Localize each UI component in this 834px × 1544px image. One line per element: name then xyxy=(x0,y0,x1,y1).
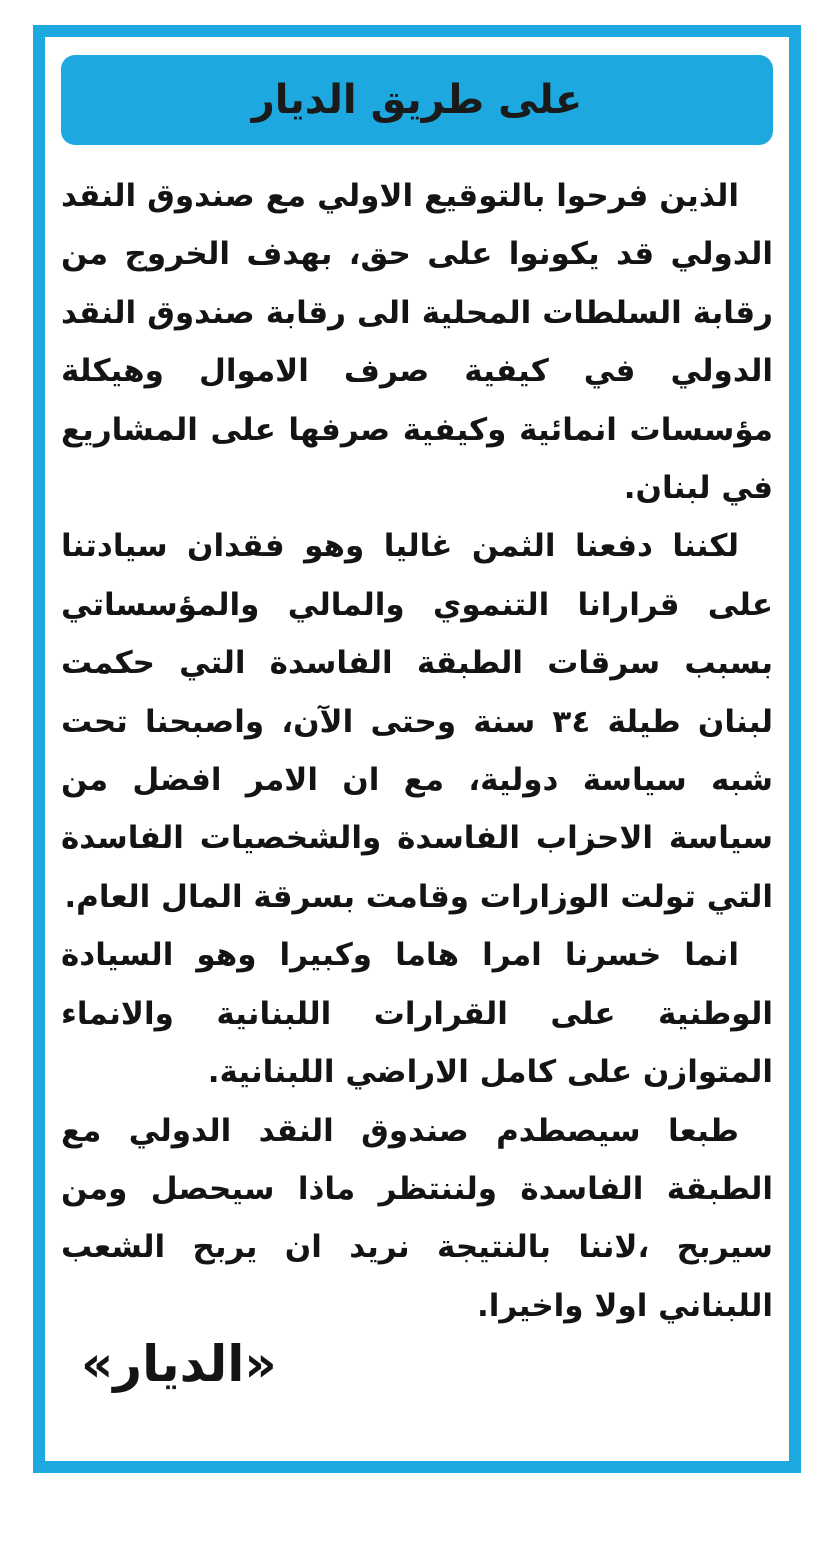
paragraph-1: الذين فرحوا بالتوقيع الاولي مع صندوق النقد الدولي قد يكونوا على حق، بهدف الخروج من رقابة السلطات المحلية الى رقابة صندوق النقد الدولي في كيفية صرف الاموال وهيكلة مؤسسات انمائية وكيفية صرفها على المشاريع في لبنان. xyxy=(61,178,773,507)
article-frame xyxy=(33,25,801,1473)
paragraph-2: لكننا دفعنا الثمن غاليا وهو فقدان سيادتنا على قرارانا التنموي والمالي والمؤسساتي بسبب سرقات الطبقة الفاسدة التي حكمت لبنان طيلة ٣٤ سنة وحتى الآن، واصبحنا تحت شبه سياسة دولية، مع ان الامر افضل من سياسة الاحزاب الفاسدة والشخصيات الفاسدة التي تولت الوزارات وقامت بسرقة المال العام. xyxy=(61,528,773,915)
article-body xyxy=(61,167,773,1335)
signature: «الديار» xyxy=(81,1335,277,1393)
page-title: على طريق الديار xyxy=(251,77,583,123)
paragraph-3: انما خسرنا امرا هاما وكبيرا وهو السيادة الوطنية على القرارات اللبنانية والانماء المتوازن على كامل الاراضي اللبنانية. xyxy=(61,937,773,1091)
paragraph-4: طبعا سيصطدم صندوق النقد الدولي مع الطبقة الفاسدة ولننتظر ماذا سيحصل ومن سيربح ،لاننا بالنتيجة نريد ان يربح الشعب اللبناني اولا واخيرا. xyxy=(61,1112,773,1324)
header-bar xyxy=(61,55,773,145)
